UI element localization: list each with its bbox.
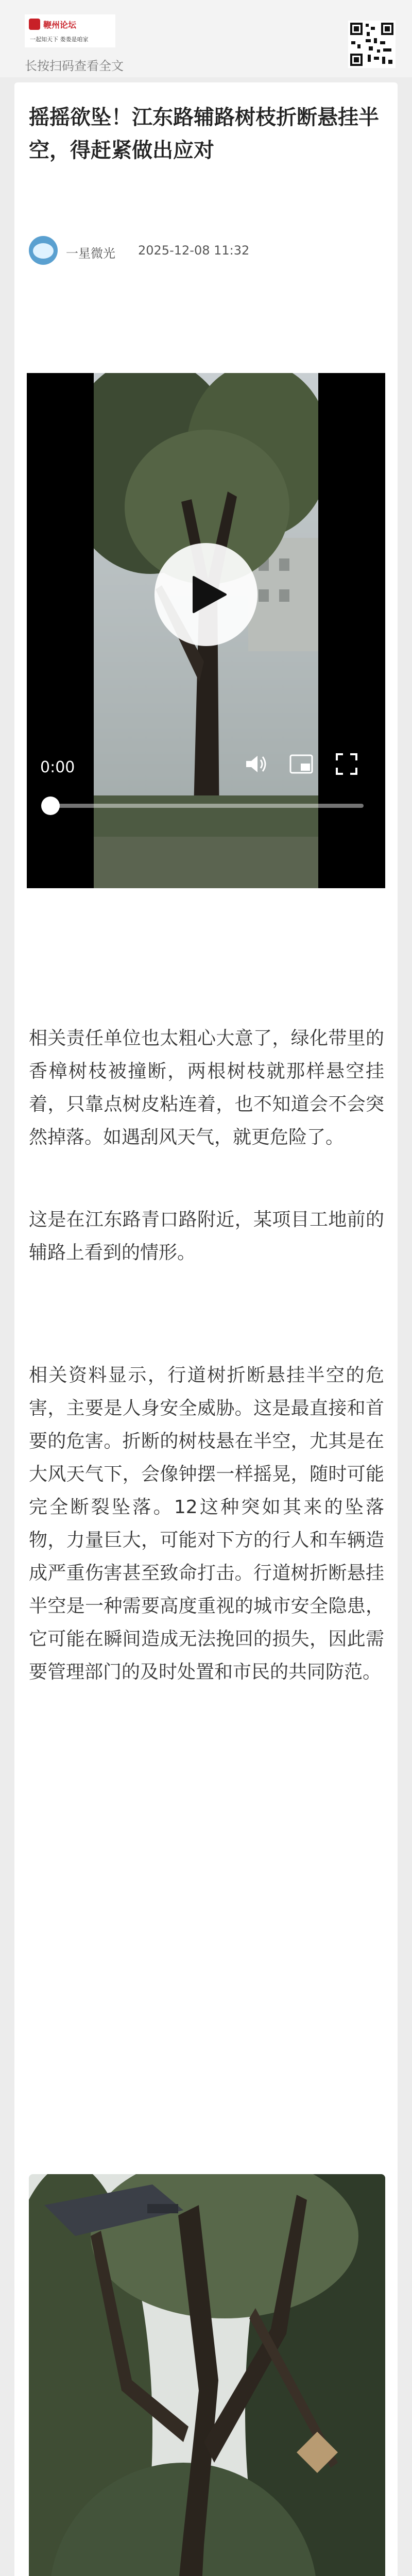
article-paragraph: 相关责任单位也太粗心大意了，绿化带里的香樟树枝被撞断，两根树枝就那样悬空挂着，只靠点树皮粘连着，也不知道会不会突然掉落。如遇刮风天气，就更危险了。 [29,1028,384,1148]
author-name[interactable]: 一星微光 [66,246,115,261]
video-player[interactable] [27,373,385,888]
play-button[interactable] [154,543,258,646]
logo-mark-icon [29,19,40,30]
article-photo [29,2174,385,2576]
scan-tip-top: 长按扫码查看全文 [25,59,124,73]
logo-name: 鞭州论坛 [43,20,77,30]
publish-time: 2025-12-08 11:32 [138,243,250,258]
tree-branch-photo [29,2174,385,2576]
video-progress-bar[interactable] [48,804,364,808]
video-progress-knob[interactable] [41,796,60,815]
play-icon [192,575,228,614]
article-paragraph: 这是在江东路青口路附近，某项目工地前的辅路上看到的情形。 [29,1209,384,1263]
article-paragraph: 相关资料显示，行道树折断悬挂半空的危害，主要是人身安全威胁。这是最直接和首要的危害。折断的树枝悬在半空，尤其是在大风天气下，会像钟摆一样摇晃，随时可能完全断裂坠落。12这种突如其来的坠落物，力量巨大，可能对下方的行人和车辆造成严重伤害甚至致命打击。行道树折断悬挂半空是一种需要高度重视的城市安全隐患，它可能在瞬间造成无法挽回的损失，因此需要管理部门的及时处置和市民的共同防范。 [29,1365,384,1683]
author-avatar[interactable] [29,236,58,265]
article-card [14,82,398,2576]
picture-in-picture-icon[interactable] [289,753,313,775]
article-title: 摇摇欲坠！江东路辅路树枝折断悬挂半空，得赶紧做出应对 [29,106,379,162]
site-logo [25,14,115,47]
volume-icon[interactable] [243,752,268,776]
fullscreen-icon[interactable] [336,753,357,775]
logo-slogan: 一起知天下 娄娄是咱家 [30,36,89,43]
top-banner [0,0,412,77]
video-current-time: 0:00 [40,758,75,776]
qr-code-icon[interactable] [348,21,396,68]
